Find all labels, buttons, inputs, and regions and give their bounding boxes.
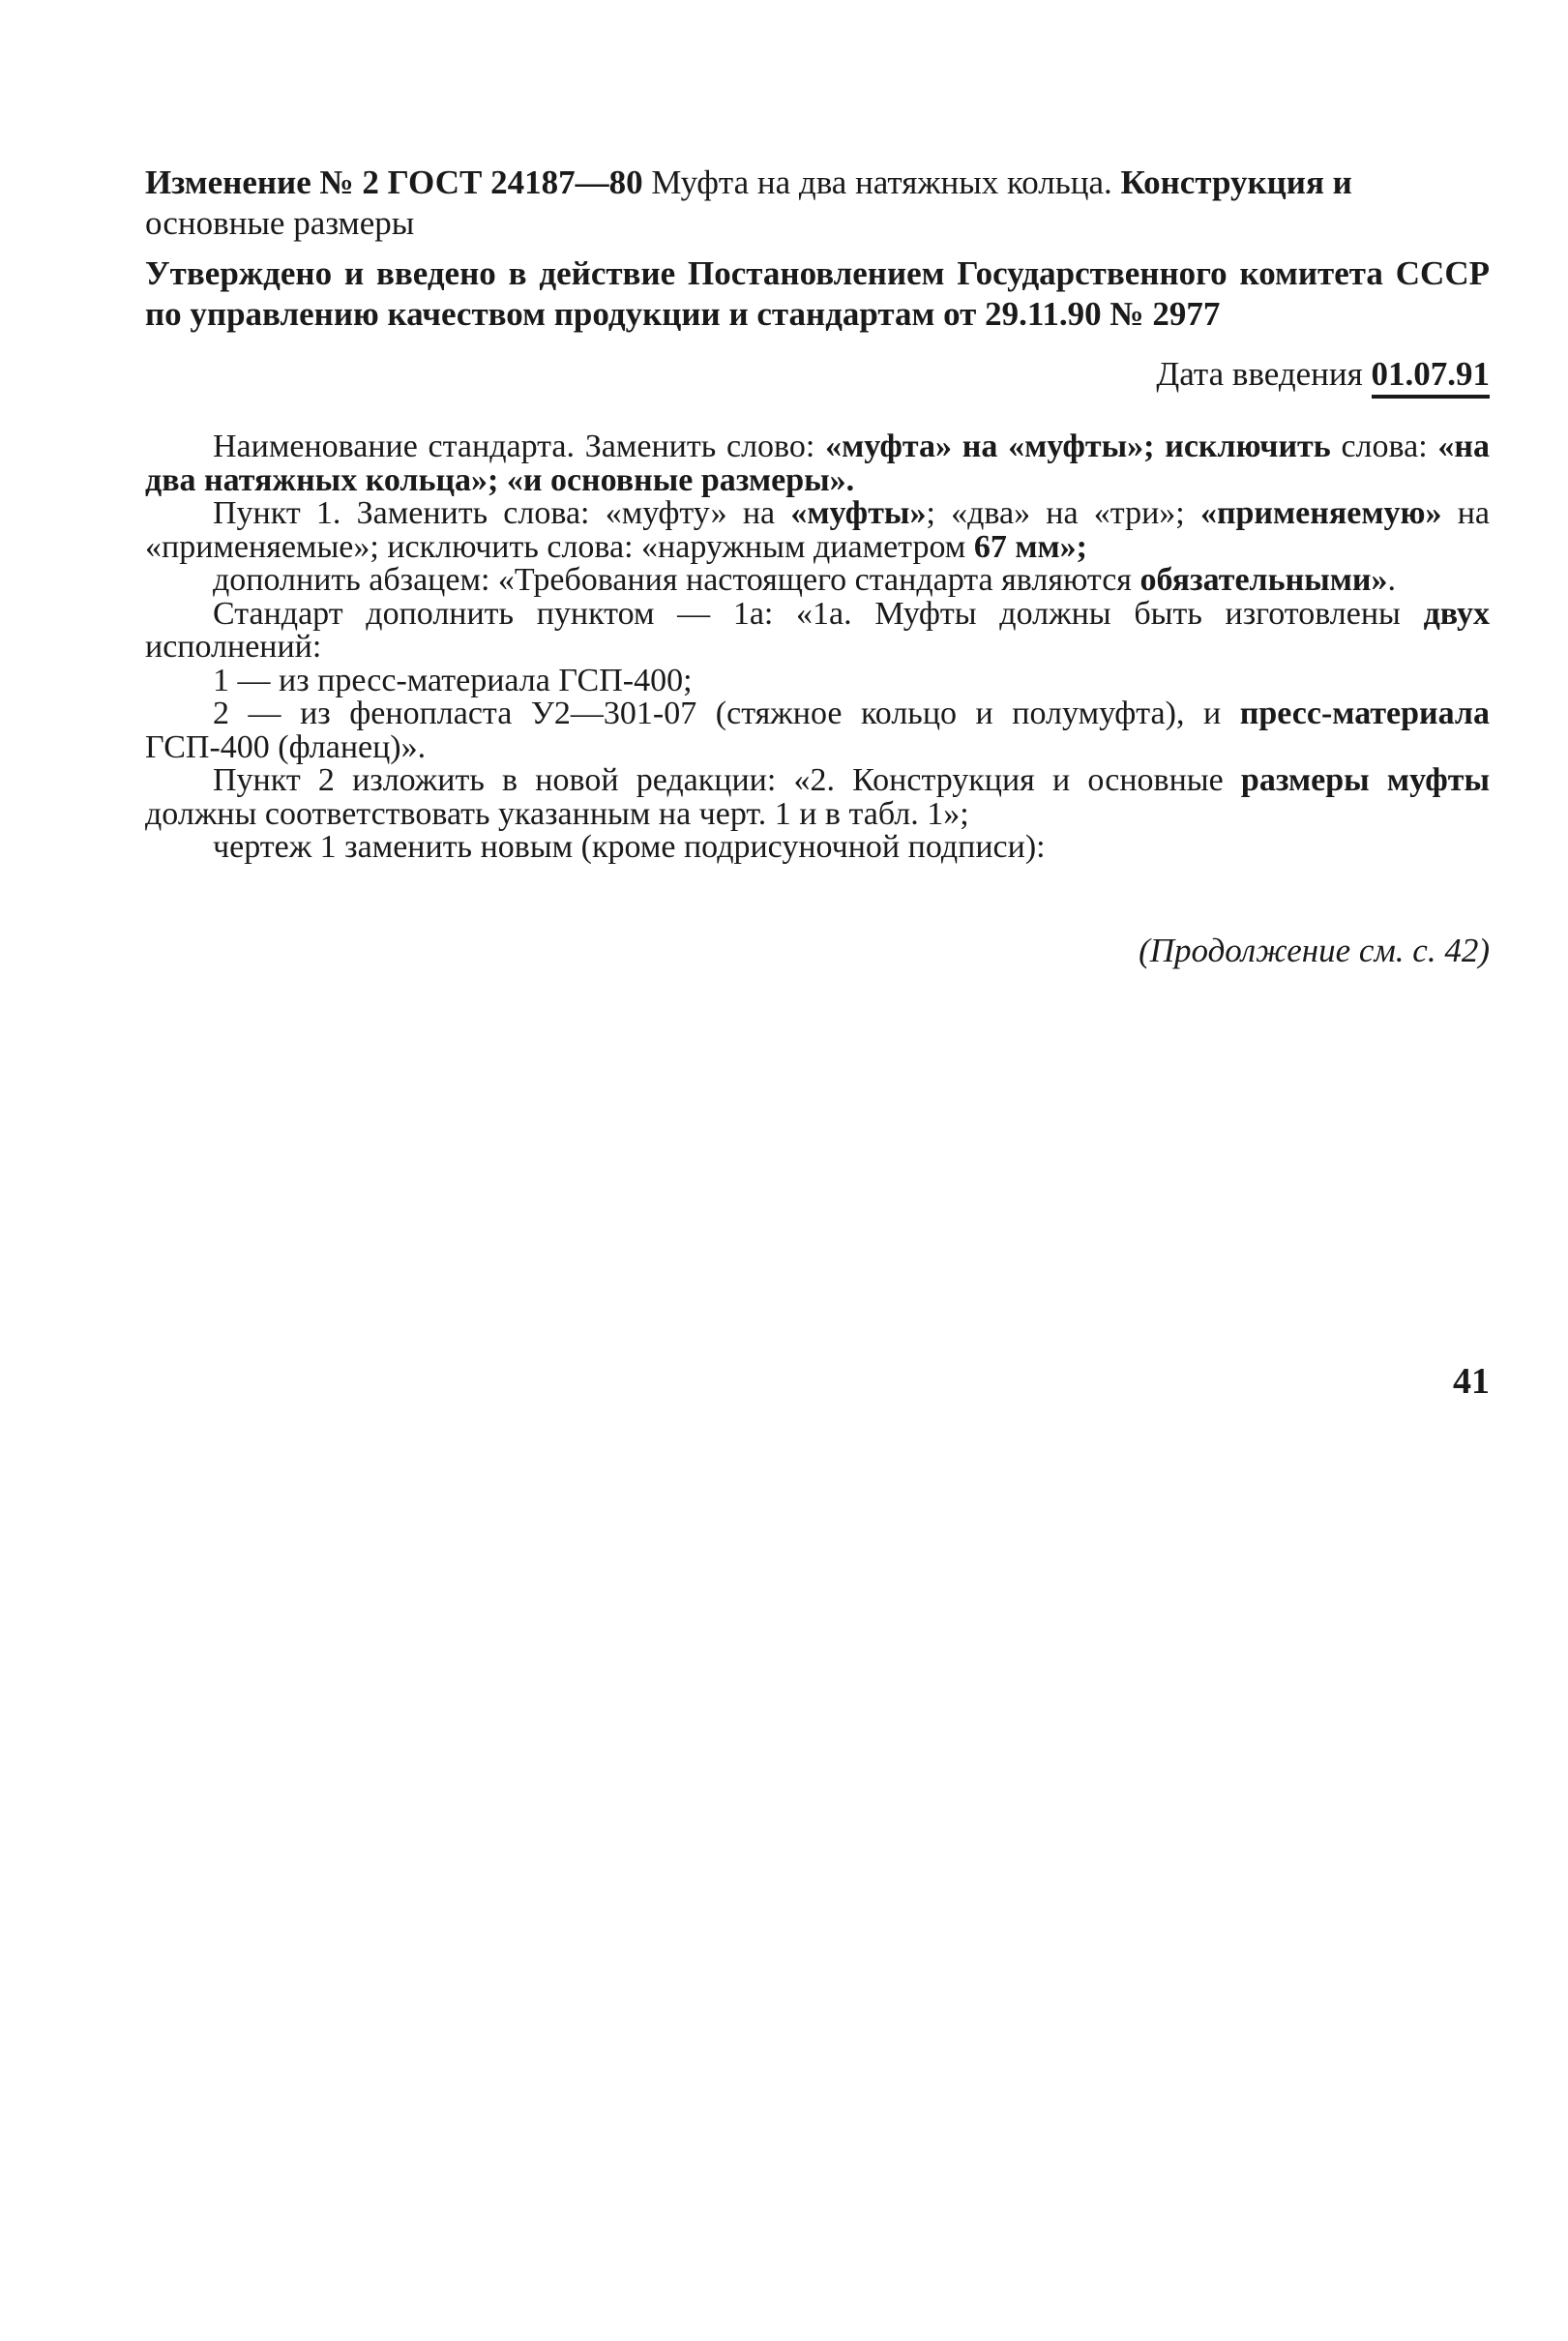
amendment-heading — [145, 163, 1490, 244]
text-run-bold: «на два натяжных кольца»; «и основные размеры». — [145, 429, 1490, 498]
paragraph-item-1-addition — [145, 564, 1490, 598]
text-run: Пункт 1. Заменить слова: «муфту» на — [213, 495, 791, 531]
text-run-bold: «применяемую» — [1199, 495, 1442, 531]
text-run: должны соответствовать указанным на черт. 1 и в табл. 1»; — [145, 795, 969, 832]
text-run: ГСП-400 (фланец)». — [145, 728, 427, 765]
continuation-note: (Продолжение см. с. 42) — [1139, 932, 1490, 969]
text-run-bold: «муфта» на «муфты»; исключить — [825, 429, 1331, 464]
paragraph-item-2 — [145, 764, 1490, 831]
introduction-date-value: 01.07.91 — [1372, 355, 1491, 399]
paragraph-item-1a — [145, 595, 1490, 665]
page-number: 41 — [1453, 1361, 1490, 1402]
text-run: слова: — [1330, 429, 1438, 464]
heading-title-bold: Конструкция и — [1120, 163, 1352, 201]
text-run-bold: двух — [1423, 595, 1490, 632]
introduction-date — [145, 354, 1490, 395]
text-run-bold: «муфты» — [790, 495, 927, 531]
paragraph-drawing-replace: чертеж 1 заменить новым (кроме подрисуночной подписи): — [213, 829, 1046, 865]
text-run: на «применяемые»; исключить слова: «наружным диаметром — [145, 495, 1490, 565]
amendment-body — [145, 430, 1490, 865]
heading-title-second-line: основные размеры — [145, 204, 415, 242]
text-run: Стандарт дополнить пунктом — 1а: «1а. Муфты должны быть изготовлены — [213, 595, 1424, 632]
paragraph-version-2 — [145, 697, 1490, 764]
approval-statement: Утверждено и введено в действие Постановлением Государственного комитета СССР по управлению качеством продукции и стандартам от 29.11.90 № 2977 — [145, 254, 1490, 333]
text-run-bold: пресс-материала — [1239, 696, 1490, 731]
text-run: исполнений: — [145, 629, 322, 665]
text-run: Наименование стандарта. Заменить слово: — [213, 429, 826, 464]
text-run: ; «два» на «три»; — [926, 495, 1200, 531]
paragraph-item-1 — [145, 497, 1490, 564]
text-run: Пункт 2 изложить в новой редакции: «2. Конструкция и основные — [213, 762, 1241, 798]
text-run-bold: 67 мм»; — [973, 528, 1087, 565]
text-run-bold: размеры муфты — [1240, 762, 1490, 798]
paragraph-title-change — [145, 430, 1490, 497]
text-run: . — [1387, 562, 1396, 598]
heading-gost-number: Изменение № 2 ГОСТ 24187—80 — [145, 163, 643, 201]
introduction-date-label: Дата введения — [1156, 355, 1363, 393]
paragraph-version-1: 1 — из пресс-материала ГСП-400; — [213, 662, 693, 698]
text-run: 2 — из фенопласта У2—301-07 (стяжное кольцо и полумуфта), и — [213, 696, 1240, 731]
heading-title: Муфта на два натяжных кольца. — [651, 163, 1112, 201]
text-run-bold: обязательными» — [1139, 562, 1388, 598]
text-run: дополнить абзацем: «Требования настоящего стандарта являются — [213, 562, 1140, 598]
